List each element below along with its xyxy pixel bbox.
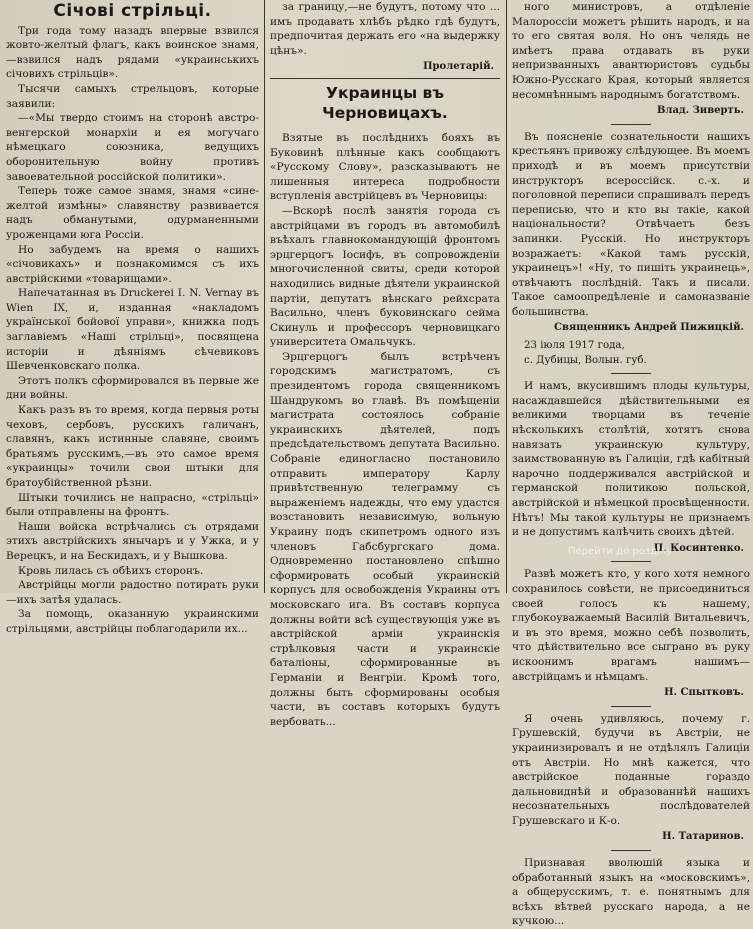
- divider: [270, 78, 500, 79]
- article-title-sichovi-striltsi: Січові стрільці.: [53, 1, 212, 21]
- signature-proletarii: Пролетарій.: [423, 61, 494, 73]
- letter-paragraph: Въ поясненіе сознательности нашихъ крестьянъ привожу слѣдующее. Въ моемъ приходѣ и въ моемъ присутствіи инструкторъ всероссійск. с.-х. и поголовной переписи спрашивалъ передъ переписью, что и кто вы такіе, какой національности? Отвѣчаетъ безъ запинки. Русскій. Но инструкторъ возражаетъ: «Какой тамъ русскій, украинецъ»! «Ну, то пишіть украинець», отвѣчаютъ послѣдній. Такъ и писали. Такое самоопредѣленіе и самоназваніе большинства.: [512, 130, 750, 318]
- signature-kosintenko: П. Косинтенко.: [653, 542, 744, 554]
- signature-tatarinov: Н. Татаринов.: [662, 831, 744, 843]
- article-title-ukraintsy-v-chernovitsakh: Украинцы въ Черновицахъ.: [322, 83, 448, 122]
- divider: [611, 124, 651, 125]
- continued-text: за границу,—не будутъ, потому что ... имъ продавать хлѣбъ рѣдко гдѣ будутъ, предпочитая держать его «на выдержку цѣнъ».: [270, 1, 500, 57]
- article-paragraph: Австрійцы могли радостно потирать руки—ихъ затѣя удалась.: [6, 579, 259, 606]
- divider: [611, 850, 651, 851]
- signature-spytkov: Н. Спытковъ.: [664, 687, 744, 699]
- article-paragraph: —Вскорѣ послѣ занятія города съ австрійцами въ городъ въ автомобилѣ въѣхалъ главнокомандующій фронтомъ эрцгерцогъ Іосифъ, въ сопровожденіи многочисленной свиты, среди которой находились видные дѣятели украинской партіи, депутатъ вѣнскаго рейхсрата Васильно, членъ буковинскаго сейма Скинуль и профессоръ черновицкаго университета Омальчукъ.: [270, 204, 500, 349]
- continued-text: ного министровъ, а отдѣленіе Малороссіи можетъ рѣшить народъ, и на то его святая воля. Но онъ челядь не имѣетъ права отдавать въ руки непризванныхъ авантюристовъ судьбы Южно-Русскаго Края, который является несомнѣннымъ народнымъ богатствомъ.: [512, 1, 750, 101]
- article-paragraph: Теперь тоже самое знамя, знамя «сине-желтой измѣны» славянству развивается надъ обманутыми, одурманенными уроженцами юга Россіи.: [6, 185, 259, 241]
- letter-paragraph: И намъ, вкусившимъ плоды культуры, насаждавшейся дѣйствительными ея великими творцами въ теченіе нѣсколькихъ столѣтій, хотятъ снова навязать украинскую культуру, заимствованную въ Галиціи, гдѣ кабітный нарочно поддерживался австрійской и германской политикою польской, австрійской и нѣмецкой просвѣщенности. Нѣтъ! Мы такой культуры не признаемъ и не допустимъ калѣчить своихъ дѣтей.: [512, 380, 750, 539]
- article-paragraph: Тысячи самыхъ стрельцовъ, которые заявили:: [6, 82, 259, 110]
- article-paragraph: Но забудемъ на время о нашихъ «січовикахъ» и познакомимся съ ихъ австрійскими «товарищами».: [6, 243, 259, 285]
- article-paragraph: Напечатанная въ Druckerei I. N. Vernay въ Wien IX, и, изданная «накладомъ української бойової управи», книжка подъ заглавіемъ «Наші стрільці», посвящена исторіи и дѣяніямъ сѣчевиковъ Шевченковскаго полка.: [6, 287, 259, 373]
- article-paragraph: Эрцгерцогъ былъ встрѣченъ городскимъ магистратомъ, съ президентомъ города священникомъ Шандрукомъ во главѣ. Въ помѣщеніи магистрата состоялось собраніе украинскихъ дѣятелей, подъ предсѣдательствомъ депутата Васильно. Собраніе единогласно постановило отправить императору Карлу привѣтственную телеграмму съ выраженіемъ надежды, что ему удастся возстановить независимую, вольную Украину подъ скипетромъ одного изъ членовъ Габсбургскаго дома. Одновременно постановлено спѣшно сформировать особый украинскій корпусъ для освобожденія Украины отъ московскаго ига. Въ составъ корпуса должны войти всѣ существующія уже въ австрійской арміи украинскія стрѣлковыя части и украинскіе баталіоны, сформированные въ Германіи и Венгріи. Кромѣ того, должны быть сформированы особыя части, въ составъ которыхъ будутъ вербовать...: [270, 350, 500, 728]
- letter-paragraph: Развѣ можетъ кто, у кого хотя немного сохранилось совѣсти, не присоединиться своей голосъ къ нашему, глубокоуважаемый Василій Витальевичъ, и въ это время, можно себѣ позволить, что дѣйствительно все сыграно въ руку искоонимъ врагамъ нашимъ—австрійцамъ и нѣмцамъ.: [512, 568, 750, 683]
- letter-date: 23 іюля 1917 года,: [524, 340, 625, 352]
- divider: [611, 561, 651, 562]
- article-paragraph: Взятые въ послѣднихъ бояхъ въ Буковинѣ плѣнные какъ сообщаютъ «Русскому Слову», разсказываютъ не лишенныя интереса подробности вступленія австрійцевъ въ Черновицы:: [270, 131, 500, 203]
- article-paragraph: Наши войска встрѣчались съ отрядами этихъ австрійскихъ янычаръ и у Ужка, и у Верецкъ, и на Бескидахъ, и у Вышкова.: [6, 520, 259, 562]
- column-left: [6, 0, 259, 635]
- article-paragraph: За помощь, оказанную украинскими стрільцями, австрійцы поблагодарили их...: [6, 608, 259, 635]
- article-paragraph: Штыки точились не напрасно, «стрільці» были отправлены на фронтъ.: [6, 491, 259, 519]
- divider: [611, 373, 651, 374]
- article-paragraph: Три года тому назадъ впервые взвился жовто-желтый флагъ, какъ воинское знамя, —взвился надъ рядами «украинськихъ січовихъ стрільців».: [6, 24, 259, 81]
- column-right: [512, 0, 750, 928]
- signature-pizhitsky: Священникъ Андрей Пижицкій.: [554, 322, 744, 334]
- column-rule: [506, 0, 507, 593]
- signature-zivert: Влад. Зиверть.: [656, 105, 744, 117]
- article-paragraph: —«Мы твердо стоимъ на сторонѣ австро-венгерской монархіи и ея могучаго нѣмецкаго союзника, ведущихъ оборонительную войну противъ завоевательной россійской политики».: [6, 112, 259, 183]
- divider: [611, 706, 651, 707]
- article-paragraph: Этотъ полкъ сформировался въ первые же дни войны.: [6, 374, 259, 402]
- article-paragraph: Кровь лилась съ обѣихъ сторонъ.: [18, 564, 204, 577]
- column-middle: [270, 0, 500, 728]
- column-rule: [264, 0, 265, 593]
- letter-paragraph: Я очень удивляюсь, почему г. Грушевскій, будучи въ Австріи, не украинизировалъ и не отдѣлялъ Галиціи отъ Австріи. Но мнѣ кажется, что австрійское поданные гораздо дальновиднѣй и образованнѣй нашихъ несознательныхъ послѣдователей Грушевскаго и К-о.: [512, 712, 750, 827]
- letter-place: с. Дубицы, Волын. губ.: [524, 354, 647, 366]
- letter-paragraph: Признавая вволюшій языка и обработанный языкъ на «московскимъ», а общерусскимъ, т. е. понятнымъ для всѣхъ вѣтвей русскаго народа, а не кучкою...: [512, 857, 750, 928]
- article-paragraph: Какъ разъ въ то время, когда первыя роты чеховъ, сербовъ, русскихъ галичанъ, славянъ, какъ истинные славяне, своимъ братьямъ русскимъ,—въ это самое время «украинцы» точили свои штыки для братоубійственной рѣзни.: [6, 404, 259, 489]
- watermark-link[interactable]: Перейти до розділу: [568, 546, 673, 557]
